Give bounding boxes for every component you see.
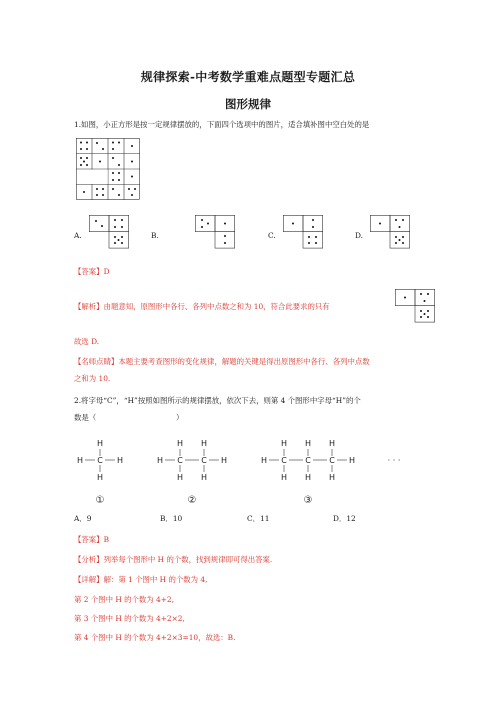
question-2-stem-line2: 数是（ [74,413,97,422]
option-d-label[interactable]: D. [355,231,364,240]
question-2-stem: 2.将字母“C”，“H”按照如图所示的规律摆放，依次下去，则第 4 个图形中字母“H”的个 [74,396,361,405]
svg-text:C: C [177,456,183,465]
molecule-3 [261,439,355,482]
q1-note [74,356,370,367]
q1-conclusion: 故选 D. [74,337,100,346]
q2-detail [74,574,207,585]
q2-option-b[interactable]: B．10 [160,514,183,523]
option-c-label[interactable]: C. [268,231,276,240]
atom-h: H [96,439,104,448]
svg-text:H: H [176,473,184,482]
option-b-label[interactable]: B. [151,231,159,240]
q2-step-3: 第 3 个图中 H 的个数为 4+2×2, [74,614,185,623]
analysis-text: 由题意知，原图形中各行、各列中点数之和为 10，符合此要求的只有 [103,302,330,311]
q2-option-a[interactable]: A．9 [74,514,92,523]
option-a-figure[interactable] [89,215,129,249]
label-3: ③ [303,495,313,506]
question-1-stem: 1.如图，小正方形是按一定规律摆放的，下面四个选项中的图片，适合填补图中空白处的是 [74,120,370,129]
svg-text:C: C [281,456,287,465]
svg-text:C: C [201,456,207,465]
q2-analysis [74,554,272,565]
detail-text: 解：第 1 个图中 H 的个数为 4, [103,575,208,584]
svg-text:H: H [304,473,312,482]
analysis-figure [395,289,435,323]
svg-text:H: H [200,439,208,448]
option-b-figure[interactable] [195,215,235,249]
svg-text:C: C [305,456,311,465]
label-1: ① [95,495,105,506]
svg-text:H: H [220,456,228,465]
molecule-2 [157,439,227,482]
q2-step-2: 第 2 个图中 H 的个数为 4+2, [74,595,174,604]
dot-grid-figure [76,138,140,200]
document-title: 规律探索-中考数学重难点题型专题汇总 [140,70,356,84]
note-tag: 【名师点睛】 [74,357,119,366]
svg-text:H: H [280,473,288,482]
atom-h: H [116,456,124,465]
atom-c: C [97,456,103,465]
answer-tag: 【答案】 [74,267,104,276]
q1-answer [74,266,110,277]
option-c-figure[interactable] [283,215,323,249]
answer-value: D [103,267,110,276]
label-2: ② [187,495,197,506]
svg-text:C: C [329,456,335,465]
svg-text:H: H [328,473,336,482]
svg-text:H: H [176,439,184,448]
molecule-figure [70,433,410,513]
fenxi-tag: 【分析】 [74,555,104,564]
analysis-tag: 【解析】 [74,302,104,311]
question-2-bracket: ） [176,413,184,422]
svg-text:H: H [156,456,164,465]
atom-h: H [76,456,84,465]
answer-tag: 【答案】 [74,535,104,544]
answer-value: B [103,535,110,544]
ellipsis: · · · [387,456,401,465]
option-a-label[interactable]: A. [74,231,82,240]
q2-option-c[interactable]: C．11 [247,514,270,523]
fenxi-text: 列举每个图形中 H 的个数，找到规律即可得出答案. [103,555,273,564]
svg-text:H: H [304,439,312,448]
svg-text:H: H [200,473,208,482]
section-title: 图形规律 [225,97,271,111]
svg-text:H: H [260,456,268,465]
svg-text:H: H [348,456,356,465]
svg-text:H: H [328,439,336,448]
atom-h: H [96,473,104,482]
q1-analysis [74,301,330,312]
note-text: 本题主要考查图形的变化规律，解题的关键是得出原图形中各行、各列中点数 [118,357,370,366]
q2-option-d[interactable]: D．12 [333,514,356,523]
q2-answer [74,534,109,545]
q2-step-4: 第 4 个图中 H 的个数为 4+2×3=10，故选：B. [74,633,236,642]
molecule-1 [77,439,123,482]
detail-tag: 【详解】 [74,575,104,584]
svg-text:H: H [280,439,288,448]
q1-note-line2: 之和为 10. [74,374,111,383]
option-d-figure[interactable] [370,215,410,249]
